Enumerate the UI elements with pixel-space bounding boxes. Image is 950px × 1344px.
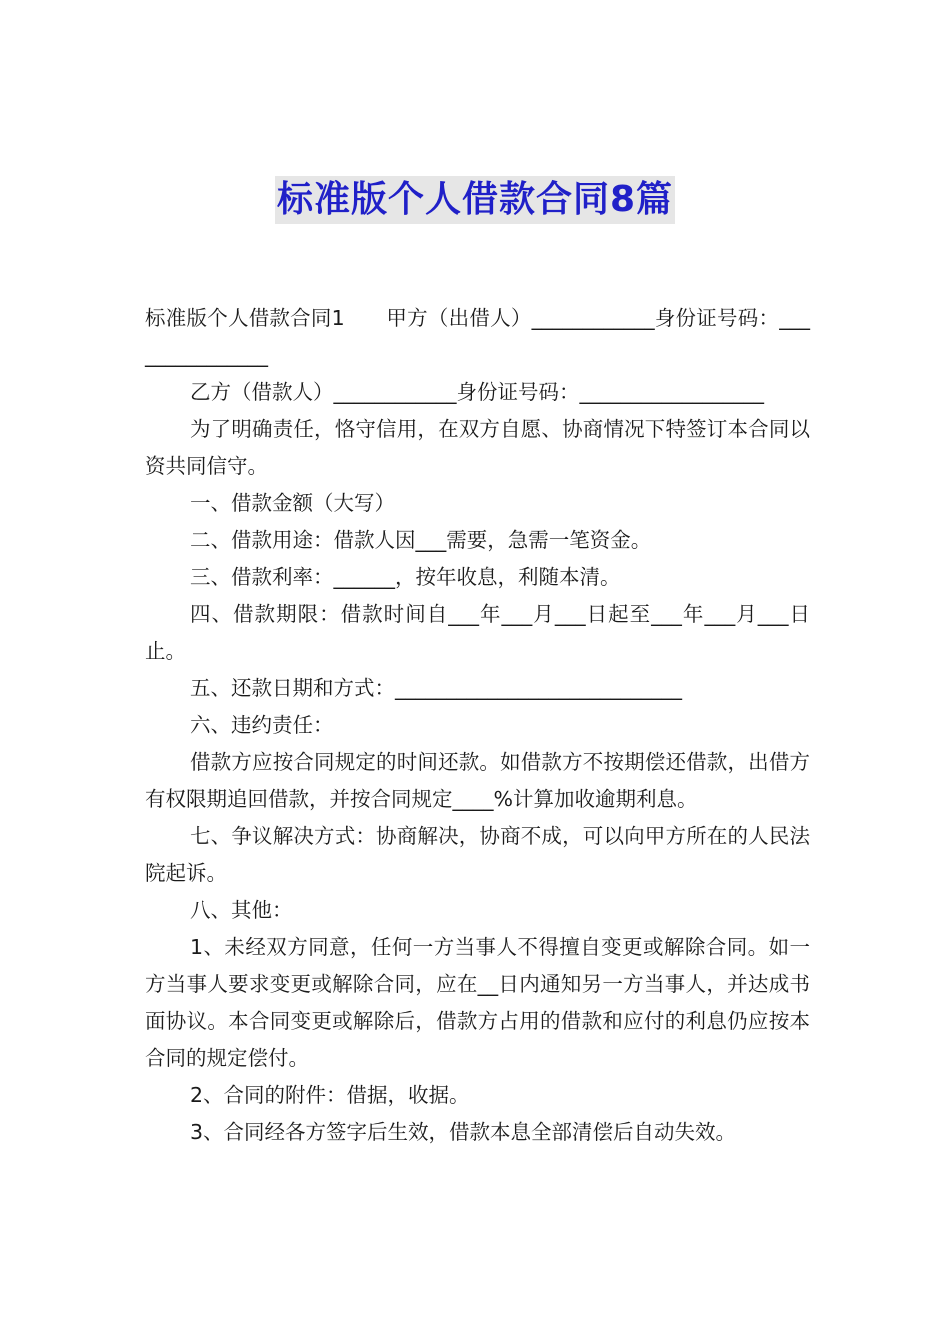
document-body (145, 300, 810, 1151)
clause-term: 四、借款期限：借款时间自___年___月___日起至___年___月___日止。 (145, 602, 810, 663)
clause-other-3: 3、合同经各方签字后生效，借款本息全部清偿后自动失效。 (190, 1120, 737, 1144)
clause-other-heading: 八、其他： (190, 898, 293, 922)
document-title: 标准版个人借款合同8篇 (275, 176, 675, 224)
clause-liability-body: 借款方应按合同规定的时间还款。如借款方不按期偿还借款，出借方有权限期追回借款，并按合同规定____%计算加收逾期利息。 (145, 750, 810, 811)
clause-other-1: 1、未经双方同意，任何一方当事人不得擅自变更或解除合同。如一方当事人要求变更或解除合同，应在__日内通知另一方当事人，并达成书面协议。本合同变更或解除后，借款方占用的借款和应付的利息仍应按本合同的规定偿付。 (145, 935, 810, 1070)
paragraph-preamble: 为了明确责任，恪守信用，在双方自愿、协商情况下特签订本合同以资共同信守。 (145, 417, 810, 478)
clause-liability-heading: 六、违约责任： (190, 713, 334, 737)
clause-purpose: 二、借款用途：借款人因___需要，急需一笔资金。 (190, 528, 652, 552)
clause-repayment: 五、还款日期和方式：____________________________ (190, 676, 682, 700)
clause-amount: 一、借款金额（大写） (190, 491, 395, 515)
title-container (0, 176, 950, 224)
clause-interest-rate: 三、借款利率：______，按年收息，利随本清。 (190, 565, 621, 589)
paragraph-parties-borrower: 乙方（借款人）____________身份证号码：__________________ (190, 380, 764, 404)
paragraph-parties-lender: 标准版个人借款合同1 甲方（出借人）____________身份证号码：_______________ (145, 306, 810, 367)
clause-dispute: 七、争议解决方式：协商解决，协商不成，可以向甲方所在的人民法院起诉。 (145, 824, 810, 885)
clause-other-2: 2、合同的附件：借据，收据。 (190, 1083, 470, 1107)
